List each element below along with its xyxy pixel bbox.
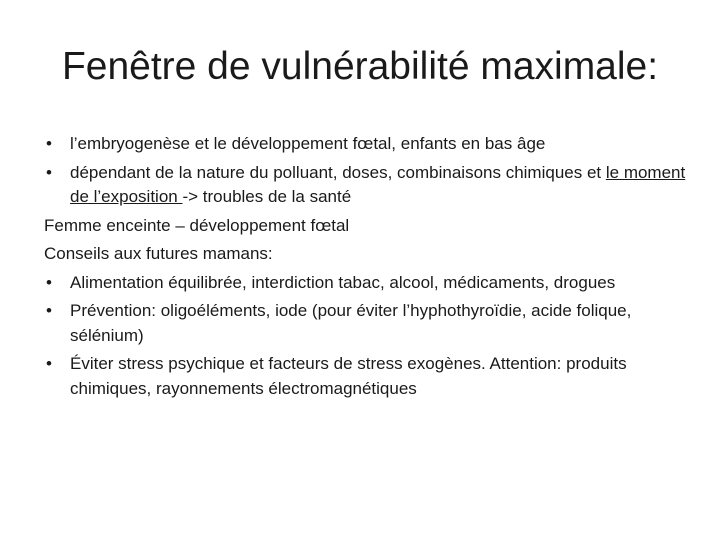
- bullet-item-stress: • Éviter stress psychique et facteurs de stress exogènes. Attention: produits chimiques, rayonnements électromagnétiques: [44, 352, 694, 401]
- bullet-item-nutrition: • Alimentation équilibrée, interdiction tabac, alcool, médicaments, drogues: [44, 271, 694, 296]
- slide-body: [44, 132, 694, 405]
- line-advice-heading: Conseils aux futures mamans:: [44, 244, 273, 263]
- bullet-item-pollutant: [44, 161, 694, 210]
- underlined-phrase: le moment de l’exposition: [70, 162, 686, 206]
- bullet-text-pollutant: dépendant de la nature du polluant, doses, combinaisons chimiques et: [70, 162, 606, 182]
- bullet-item-prevention: • Prévention: oligoéléments, iode (pour éviter l’hyphothyroïdie, acide folique, sélénium): [44, 299, 694, 348]
- bullet-item-embryogenesis: • l’embryogenèse et le développement fœtal, enfants en bas âge: [44, 132, 694, 157]
- slide-title: Fenêtre de vulnérabilité maximale:: [61, 45, 659, 88]
- bullet-text-health: -> troubles de la santé: [182, 187, 352, 206]
- line-pregnant-woman: Femme enceinte – développement fœtal: [44, 215, 350, 235]
